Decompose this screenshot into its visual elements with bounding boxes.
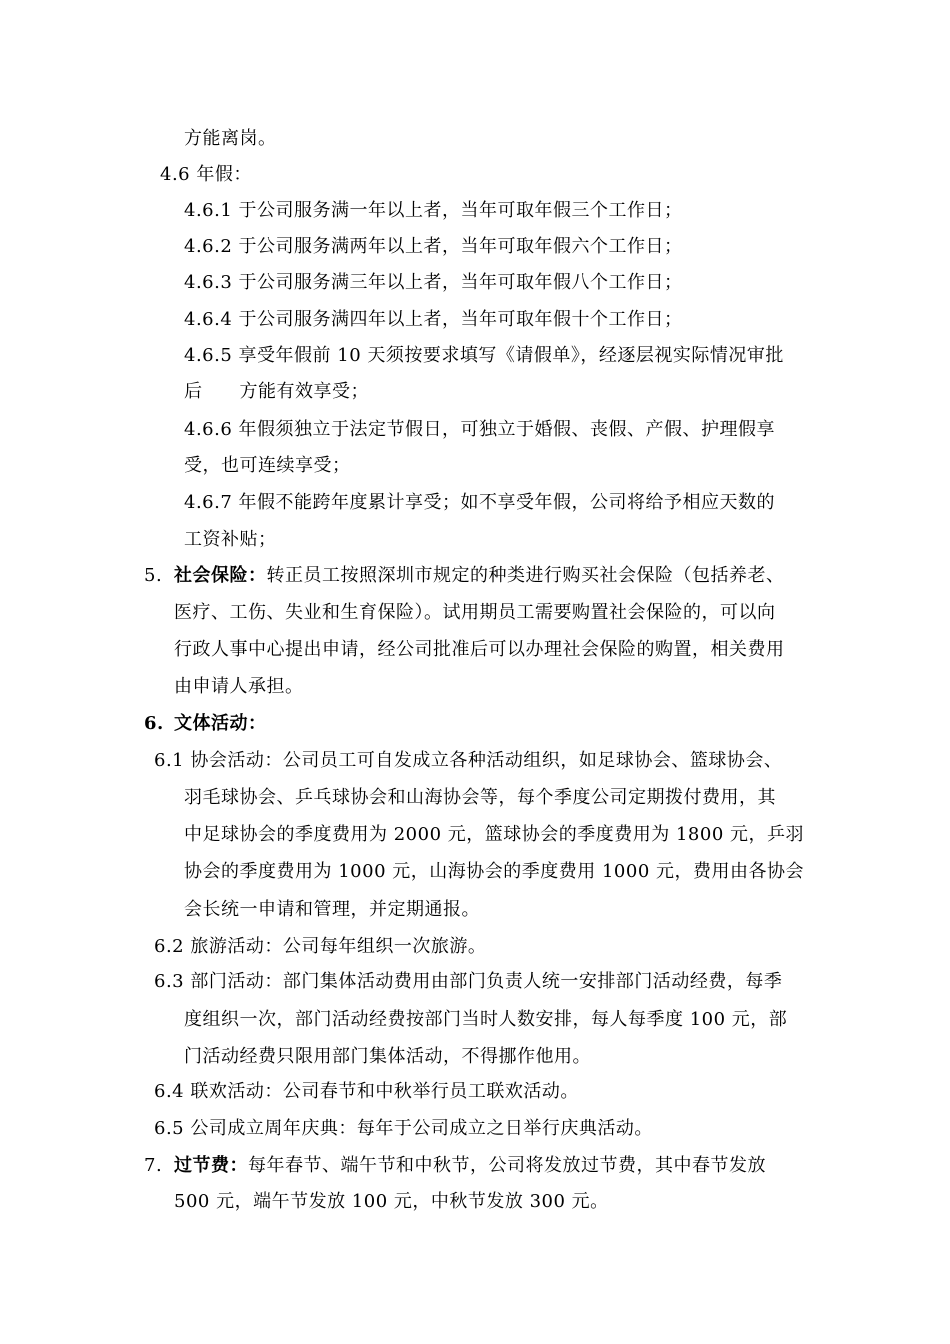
text-line: 每年春节、端午节和中秋节，公司将发放过节费，其中春节发放 xyxy=(248,1155,766,1176)
section-title: 过节费： xyxy=(174,1155,248,1176)
text-line: 医疗、工伤、失业和生育保险）。试用期员工需要购置社会保险的，可以向 xyxy=(174,602,776,623)
list-number: 6. xyxy=(144,713,164,734)
text-line: 受，也可连续享受； xyxy=(184,455,351,476)
text-line: 工资补贴； xyxy=(184,529,277,550)
section-social-insurance xyxy=(144,564,785,588)
text-line: 6.4 联欢活动：公司春节和中秋举行员工联欢活动。 xyxy=(154,1081,579,1102)
section-heading-annual-leave: 4.6 年假： xyxy=(160,164,252,185)
text-line: 度组织一次，部门活动经费按部门当时人数安排，每人每季度 100 元，部 xyxy=(184,1009,788,1030)
text-line: 4.6.4 于公司服务满四年以上者，当年可取年假十个工作日； xyxy=(184,309,683,330)
text-line: 6.3 部门活动：部门集体活动费用由部门负责人统一安排部门活动经费，每季 xyxy=(154,971,783,992)
text-line: 500 元，端午节发放 100 元，中秋节发放 300 元。 xyxy=(174,1191,609,1212)
text-line: 中足球协会的季度费用为 2000 元，篮球协会的季度费用为 1800 元，乒羽 xyxy=(184,824,805,845)
text-line: 会长统一申请和管理，并定期通报。 xyxy=(184,899,480,920)
text-line: 4.6.6 年假须独立于法定节假日，可独立于婚假、丧假、产假、护理假享 xyxy=(184,419,776,440)
section-recreation xyxy=(144,712,267,736)
list-number: 7. xyxy=(144,1155,163,1176)
text-line: 4.6.1 于公司服务满一年以上者，当年可取年假三个工作日； xyxy=(184,200,683,221)
text-line: 4.6.2 于公司服务满两年以上者，当年可取年假六个工作日； xyxy=(184,236,683,257)
section-title: 社会保险： xyxy=(174,565,267,586)
text-line: 协会的季度费用为 1000 元，山海协会的季度费用 1000 元，费用由各协会 xyxy=(184,861,805,882)
text-line: 由申请人承担。 xyxy=(174,676,304,697)
text-line: 羽毛球协会、乒乓球协会和山海协会等，每个季度公司定期拨付费用，其 xyxy=(184,787,776,808)
text-line: 4.6.5 享受年假前 10 天须按要求填写《请假单》，经逐层视实际情况审批 xyxy=(184,345,784,366)
section-title: 文体活动： xyxy=(174,713,267,734)
text-line: 门活动经费只限用部门集体活动，不得挪作他用。 xyxy=(184,1046,591,1067)
text-line: 4.6.3 于公司服务满三年以上者，当年可取年假八个工作日； xyxy=(184,272,683,293)
section-holiday-allowance xyxy=(144,1154,766,1178)
text-line: 6.5 公司成立周年庆典：每年于公司成立之日举行庆典活动。 xyxy=(154,1118,653,1139)
text-line: 后 方能有效享受； xyxy=(184,381,369,402)
text-line: 6.1 协会活动：公司员工可自发成立各种活动组织，如足球协会、篮球协会、 xyxy=(154,750,783,771)
text-line: 4.6.7 年假不能跨年度累计享受；如不享受年假，公司将给予相应天数的 xyxy=(184,492,776,513)
text-line: 方能离岗。 xyxy=(184,128,277,149)
text-line: 行政人事中心提出申请，经公司批准后可以办理社会保险的购置，相关费用 xyxy=(174,639,785,660)
text-line: 转正员工按照深圳市规定的种类进行购买社会保险（包括养老、 xyxy=(266,565,785,586)
text-line: 6.2 旅游活动：公司每年组织一次旅游。 xyxy=(154,936,487,957)
list-number: 5. xyxy=(144,565,163,586)
